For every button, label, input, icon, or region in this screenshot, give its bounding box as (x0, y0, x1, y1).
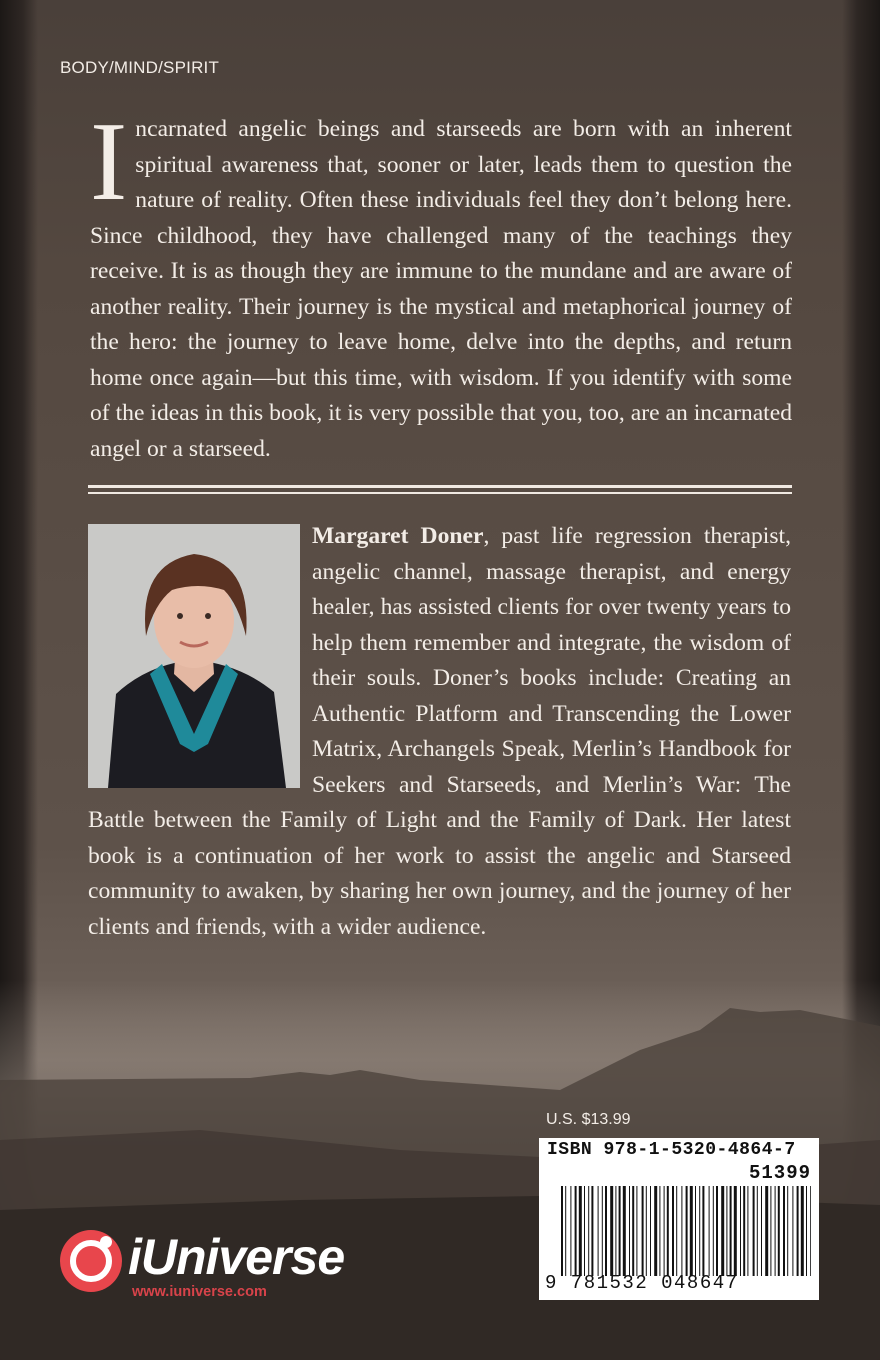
barcode-bar (743, 1186, 745, 1276)
price-addon-code: 51399 (748, 1162, 811, 1184)
barcode-bar (676, 1186, 677, 1276)
barcode-bar (605, 1186, 607, 1276)
barcode-bar (740, 1186, 741, 1276)
barcode-bar (713, 1186, 714, 1276)
barcode-bar (690, 1186, 693, 1276)
barcode-bar (623, 1186, 626, 1276)
divider-thin (88, 492, 792, 494)
barcode-bar (787, 1186, 788, 1276)
barcode-bar (646, 1186, 647, 1276)
category-label: BODY/MIND/SPIRIT (60, 58, 220, 77)
barcode-bar (642, 1186, 644, 1276)
barcode-bar (716, 1186, 718, 1276)
barcode-bar (602, 1186, 603, 1276)
barcode-bar (561, 1186, 563, 1276)
barcode-bar (783, 1186, 785, 1276)
publisher-url: www.iuniverse.com (132, 1284, 267, 1300)
barcode-bar (615, 1186, 616, 1276)
barcode-bar (579, 1186, 582, 1276)
barcode-bar (575, 1186, 577, 1276)
barcode-bar (778, 1186, 780, 1276)
barcode-bar (654, 1186, 657, 1276)
barcode-bar (667, 1186, 669, 1276)
barcode-bar (695, 1186, 696, 1276)
barcode-bar (699, 1186, 700, 1276)
barcode-bar (598, 1186, 599, 1276)
author-name: Margaret Doner (312, 523, 484, 549)
barcode-bar (753, 1186, 755, 1276)
barcode-bar (664, 1186, 665, 1276)
barcode-bar (632, 1186, 634, 1276)
barcode-bar (650, 1186, 651, 1276)
isbn-text: ISBN 978-1-5320-4864-7 (547, 1140, 796, 1160)
barcode-bar (747, 1186, 748, 1276)
iuniverse-logo-icon (58, 1228, 124, 1294)
barcode-bar (570, 1186, 571, 1276)
divider-thick (88, 485, 792, 488)
barcode-bar (765, 1186, 768, 1276)
barcode-bar (757, 1186, 758, 1276)
barcode-bar (686, 1186, 688, 1276)
barcode-bar (761, 1186, 762, 1276)
barcode-bar (619, 1186, 621, 1276)
barcode-bar (591, 1186, 593, 1276)
author-bio (88, 519, 791, 945)
barcode-bar (659, 1186, 660, 1276)
barcode-bar (801, 1186, 804, 1276)
ean-digits: 9 781532 048647 (545, 1272, 739, 1294)
barcode-bar (775, 1186, 776, 1276)
barcode-bar (629, 1186, 630, 1276)
barcode-bar (726, 1186, 727, 1276)
barcode-bar (709, 1186, 710, 1276)
barcode-bar (770, 1186, 771, 1276)
barcode-bar (797, 1186, 799, 1276)
barcode-bar (584, 1186, 585, 1276)
barcode-bar (681, 1186, 682, 1276)
barcode-bar (721, 1186, 724, 1276)
barcode-bar (730, 1186, 732, 1276)
barcode-bar (565, 1186, 566, 1276)
barcode-bar (672, 1186, 674, 1276)
barcode-bar (636, 1186, 637, 1276)
blurb-text: ncarnated angelic beings and starseeds are born with an inherent spiritual awareness that, sooner or later, leads them to question the nature of reality. Often these individuals feel they don’t belong here. Since childhood, they have challenged many of the teachings they receive. It is as though they are immune to the mundane and are aware of another reality. Their journey is the mystical and metaphorical journey of the hero: the journey to leave home, delve into the depths, and return home once again—but this time, with wisdom. If you identify with some of the ideas in this book, it is very possible that you, too, are an incarnated angel or a starseed. (90, 116, 792, 462)
barcode-bars (561, 1186, 811, 1276)
barcode-bar (702, 1186, 704, 1276)
barcode-bar (588, 1186, 589, 1276)
book-blurb (90, 100, 792, 467)
barcode-bar (734, 1186, 737, 1276)
barcode-bar (792, 1186, 793, 1276)
drop-cap: I (90, 100, 128, 224)
barcode (539, 1138, 819, 1300)
author-bio-text: , past life regression therapist, angelic channel, massage therapist, and energy healer, has assisted clients for over twenty years to help them remember and integrate, the wisdom of their souls. Doner’s books include: Creating an Authentic Platform and Transcending the Lower Matrix, Archangels Speak, Merlin’s Handbook for Seekers and Starseeds, and Merlin’s War: The Battle between the Family of Light and the Family of Dark. Her latest book is a continuation of her work to assist the angelic and Starseed community to awaken, by sharing her own journey, and the journey of her clients and friends, with a wider audience. (88, 523, 791, 940)
price-label: U.S. $13.99 (546, 1111, 631, 1128)
barcode-bar (806, 1186, 807, 1276)
barcode-bar (610, 1186, 613, 1276)
publisher-name: iUniverse (128, 1229, 345, 1285)
barcode-bar (810, 1186, 811, 1276)
publisher-logo (58, 1224, 388, 1304)
